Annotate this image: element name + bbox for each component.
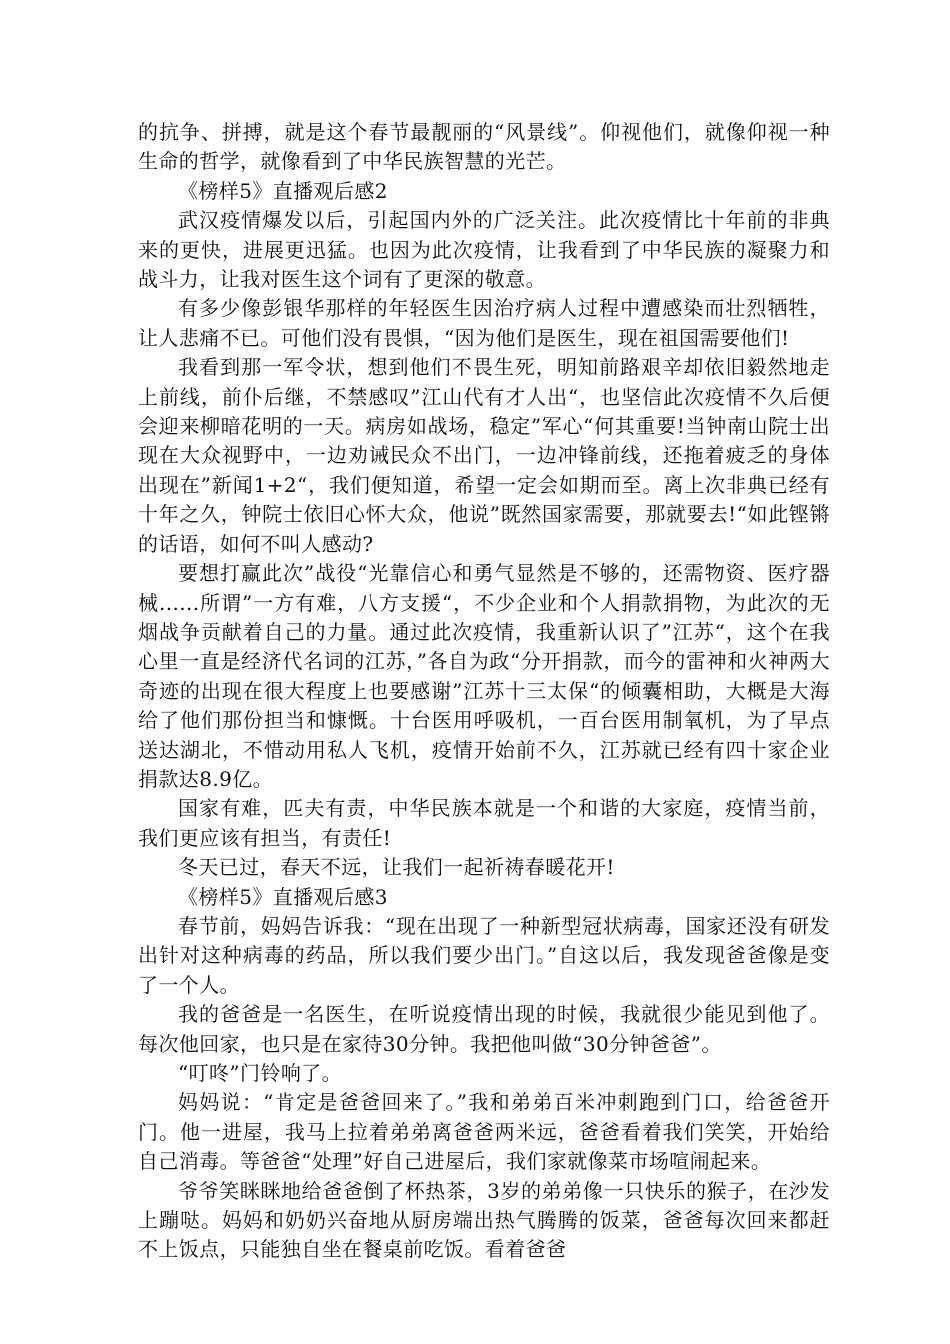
section-heading: 《榜样5》直播观后感2 <box>178 178 388 203</box>
body-paragraph: “叮咚”门铃响了。 <box>178 1061 343 1085</box>
body-paragraph: 春节前，妈妈告诉我：“现在出现了一种新型冠状病毒，国家还没有研发出针对这种病毒的药品，所以我们要少出门。”自这以后，我发现爸爸像是变了一个人。 <box>138 913 830 997</box>
body-paragraph: 冬天已过，春天不远，让我们一起祈祷春暖花开! <box>178 855 615 880</box>
document-page <box>138 118 830 1265</box>
body-paragraph: 国家有难，匹夫有责，中华民族本就是一个和谐的大家庭，疫情当前，我们更应该有担当，有责任! <box>138 796 830 850</box>
body-paragraph: 有多少像彭银华那样的年轻医生因治疗病人过程中遭感染而壮烈牺牲，让人悲痛不已。可他们没有畏惧，“因为他们是医生，现在祖国需要他们! <box>138 296 830 350</box>
paragraph-continuation: 的抗争、拼搏，就是这个春节最靓丽的“风景线”。仰视他们，就像仰视一种生命的哲学，就像看到了中华民族智慧的光芒。 <box>138 120 830 174</box>
section-heading: 《榜样5》直播观后感3 <box>178 884 388 909</box>
body-paragraph: 爷爷笑眯眯地给爸爸倒了杯热茶，3岁的弟弟像一只快乐的猴子，在沙发上蹦哒。妈妈和奶奶兴奋地从厨房端出热气腾腾的饭菜，爸爸每次回来都赶不上饭点，只能独自坐在餐桌前吃饭。看着爸爸 <box>138 1178 830 1262</box>
body-paragraph: 武汉疫情爆发以后，引起国内外的广泛关注。此次疫情比十年前的非典来的更快，进展更迅猛。也因为此次疫情，让我看到了中华民族的凝聚力和战斗力，让我对医生这个词有了更深的敬意。 <box>138 208 830 292</box>
body-paragraph: 妈妈说：“肯定是爸爸回来了。”我和弟弟百米冲刺跑到门口，给爸爸开门。他一进屋，我马上拉着弟弟离爸爸两米远，爸爸看着我们笑笑，开始给自己消毒。等爸爸“处理”好自己进屋后，我们家就像菜市场喧闹起来。 <box>138 1090 830 1174</box>
body-paragraph: 要想打赢此次”战役“光靠信心和勇气显然是不够的，还需物资、医疗器械......所谓”一方有难，八方支援“，不少企业和个人捐款捐物，为此次的无烟战争贡献着自己的力量。通过此次疫情，我重新认识了”江苏“，这个在我心里一直是经济代名词的江苏，”各自为政“分开捐款，而今的雷神和火神两大奇迹的出现在很大程度上也要感谢”江苏十三太保“的倾囊相助，大概是大海给了他们那份担当和慷慨。十台医用呼吸机，一百台医用制氧机，为了早点送达湖北，不惜动用私人飞机，疫情开始前不久，江苏就已经有四十家企业捐款达8.9亿。 <box>138 561 830 791</box>
body-paragraph: 我的爸爸是一名医生，在听说疫情出现的时候，我就很少能见到他了。每次他回家，也只是在家待30分钟。我把他叫做“30分钟爸爸”。 <box>138 1002 830 1056</box>
body-paragraph: 我看到那一军令状，想到他们不畏生死，明知前路艰辛却依旧毅然地走上前线，前仆后继，不禁感叹”江山代有才人出“，也坚信此次疫情不久后便会迎来柳暗花明的一天。病房如战场，稳定”军心“何其重要!当钟南山院士出现在大众视野中，一边劝诫民众不出门，一边冲锋前线，还拖着疲乏的身体出现在”新闻1+2“，我们便知道，希望一定会如期而至。离上次非典已经有十年之久，钟院士依旧心怀大众，他说”既然国家需要，那就要去!“如此铿锵的话语，如何不叫人感动? <box>138 355 830 556</box>
